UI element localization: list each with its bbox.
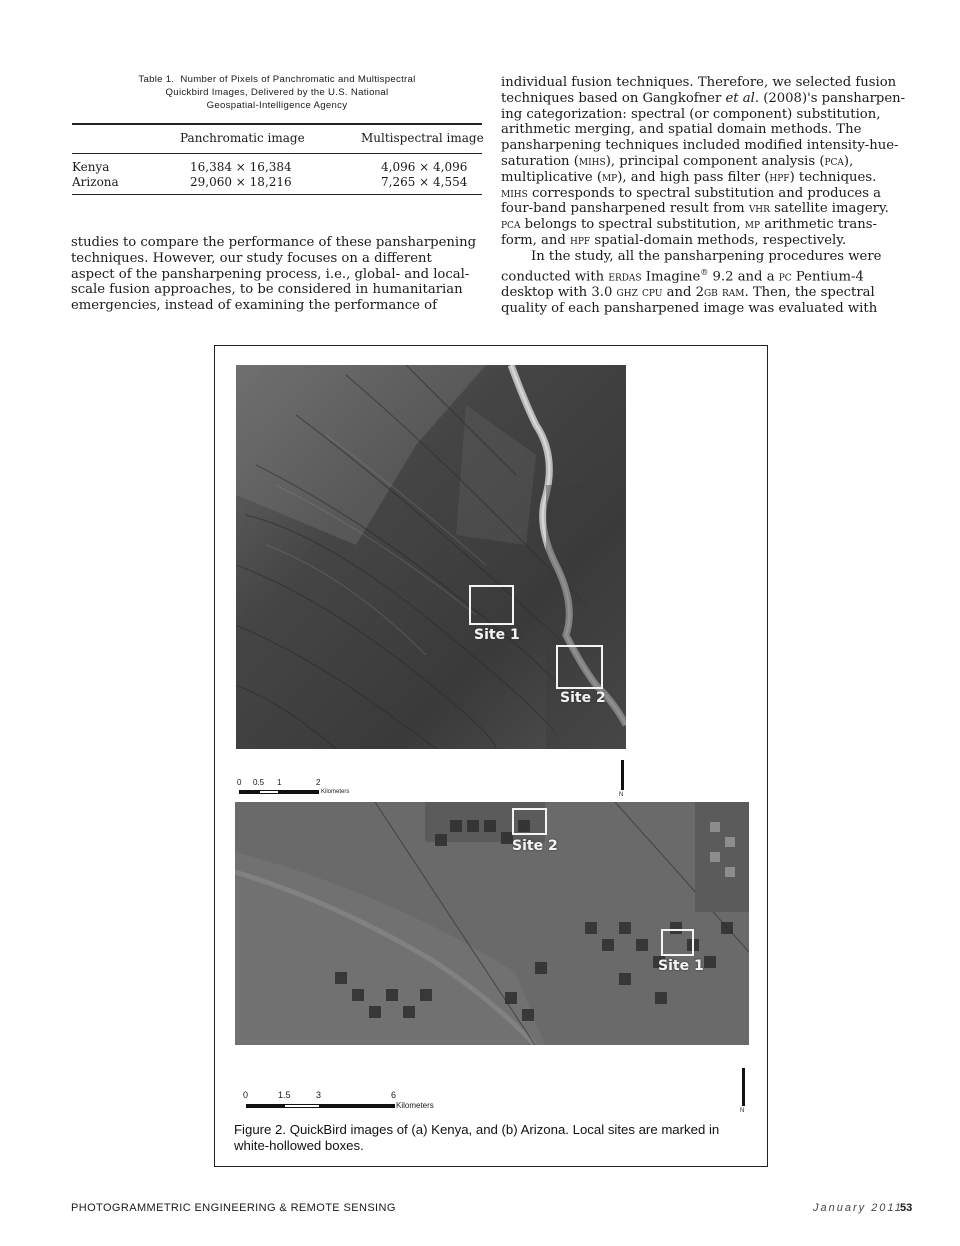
text-run: belongs to spectral substitution,: [520, 217, 745, 233]
text-run-italic: et al.: [725, 90, 760, 106]
table-cell-pan: 16,384 × 16,384: [190, 160, 292, 174]
text-run: spatial-domain methods, respectively.: [590, 232, 847, 248]
north-arrow-icon: [742, 1068, 745, 1106]
text-line: quality of each pansharpened image was evaluated with: [501, 300, 878, 316]
scale-tick: 0: [237, 778, 242, 787]
table-cell-pan: 29,060 × 18,216: [190, 175, 292, 189]
scale-tick: 2: [316, 778, 321, 787]
right-column-text: [501, 75, 911, 316]
text-run: techniques based on Gangkofner: [501, 90, 726, 106]
arizona-terrain-graphic: [235, 802, 749, 1045]
text-line: [501, 154, 911, 170]
page-number: 53: [900, 1202, 913, 1214]
text-run: arithmetic trans-: [760, 217, 878, 233]
text-line: [501, 201, 911, 217]
text-line: individual fusion techniques. Therefore, we selected fusion: [501, 75, 897, 90]
text-run: four-band pansharpened result from: [501, 201, 749, 217]
acronym: pca: [501, 217, 521, 233]
table-header-panchromatic: Panchromatic image: [180, 131, 305, 145]
figure-caption: Figure 2. QuickBird images of (a) Kenya, and (b) Arizona. Local sites are marked in white-hollowed boxes.: [234, 1122, 720, 1153]
text-line: [501, 233, 911, 249]
acronym: mp: [744, 217, 761, 233]
site-1-label: Site 1: [474, 627, 520, 643]
text-run: Pentium-4: [791, 268, 864, 284]
table-header-multispectral: Multispectral image: [361, 131, 484, 145]
text-run: ), and high pass filter (: [617, 169, 770, 185]
text-line: [501, 186, 911, 202]
registered-mark: ®: [700, 267, 709, 277]
table-caption-line-2: Quickbird Images, Delivered by the U.S. National: [165, 87, 389, 98]
site-2-label: Site 2: [560, 690, 606, 706]
table-cell-ms: 7,265 × 4,554: [381, 175, 468, 189]
text-line: [501, 170, 911, 186]
north-label: N: [619, 792, 624, 798]
text-run: . Then, the spectral: [744, 284, 875, 300]
table-number: Table 1.: [138, 74, 175, 85]
acronym: mp: [601, 169, 618, 185]
table-caption-line-1: Number of Pixels of Panchromatic and Multispectral: [180, 74, 416, 85]
north-label: N: [740, 1108, 745, 1114]
table-cell-region: Arizona: [72, 175, 119, 189]
site-2-box: [512, 808, 547, 835]
table-bottom-rule: [72, 194, 482, 195]
text-run: (2008)'s pansharpen-: [759, 90, 906, 106]
text-line: aspect of the pansharpening process, i.e., global- and local-: [71, 266, 470, 282]
text-line: emergencies, instead of examining the performance of: [71, 298, 437, 314]
text-line: [501, 265, 911, 285]
issue-date: January 2011: [813, 1202, 903, 1214]
scale-bar-a: [237, 778, 357, 800]
scale-units: Kilometers: [396, 1101, 434, 1110]
table-cell-ms: 4,096 × 4,096: [381, 160, 468, 174]
site-1-box: [661, 929, 694, 956]
table-cell-region: Kenya: [72, 160, 110, 174]
acronym: hpf: [570, 232, 591, 248]
acronym: pc: [778, 268, 792, 284]
text-line: pansharpening techniques included modified intensity-hue-: [501, 138, 899, 154]
text-line: [501, 91, 911, 107]
scale-tick: 3: [316, 1090, 322, 1100]
figure-2: [214, 345, 768, 1167]
acronym: mihs: [578, 153, 606, 169]
scale-tick: 0: [243, 1090, 249, 1100]
table-caption-line-3: Geospatial-Intelligence Agency: [206, 100, 348, 111]
text-run: satellite imagery.: [769, 201, 889, 217]
journal-name: PHOTOGRAMMETRIC ENGINEERING & REMOTE SENSING: [71, 1202, 396, 1214]
site-1-box: [469, 585, 514, 625]
text-run: saturation (: [501, 153, 579, 169]
text-line: arithmetic merging, and spatial domain methods. The: [501, 122, 862, 138]
left-column-text: [71, 235, 486, 314]
text-line: [501, 217, 911, 233]
acronym: ghz cpu: [616, 284, 663, 300]
text-line: [501, 285, 911, 301]
text-line: scale fusion approaches, to be considered in humanitarian: [71, 282, 463, 298]
acronym: gb ram: [703, 284, 745, 300]
text-line: In the study, all the pansharpening procedures were: [531, 248, 882, 264]
scale-tick: 6: [391, 1090, 397, 1100]
text-run: 9.2 and a: [708, 268, 779, 284]
arizona-satellite-image: [235, 802, 749, 1045]
scale-tick: 1: [277, 778, 282, 787]
site-1-label: Site 1: [658, 958, 704, 974]
text-run: form, and: [501, 232, 571, 248]
scale-bar-b: [243, 1090, 473, 1114]
text-run: multiplicative (: [501, 169, 602, 185]
site-2-label: Site 2: [512, 838, 558, 854]
text-run: conducted with: [501, 268, 609, 284]
acronym: pca: [824, 153, 844, 169]
text-run: ) techniques.: [789, 169, 877, 185]
text-run: and 2: [662, 284, 704, 300]
scale-tick: 1.5: [278, 1090, 291, 1100]
text-run: ), principal component analysis (: [605, 153, 825, 169]
text-line: studies to compare the performance of these pansharpening: [71, 235, 477, 250]
table-header-rule: [72, 153, 482, 154]
site-2-box: [556, 645, 603, 689]
text-run: desktop with 3.0: [501, 284, 617, 300]
text-run: Imagine: [641, 268, 701, 284]
scale-units: Kilometers: [321, 789, 350, 795]
table-top-rule: [72, 123, 482, 125]
scale-tick: 0.5: [253, 778, 265, 787]
north-arrow-icon: [621, 760, 624, 790]
table-caption: [72, 73, 482, 112]
acronym: vhr: [748, 201, 770, 217]
text-line: ing categorization: spectral (or component) substitution,: [501, 106, 881, 122]
text-run: corresponds to spectral substitution and produces a: [527, 185, 882, 201]
acronym: erdas: [608, 268, 642, 284]
text-run: ),: [843, 153, 854, 169]
text-line: techniques. However, our study focuses on a different: [71, 250, 432, 266]
kenya-satellite-image: [236, 365, 626, 749]
acronym: mihs: [501, 185, 528, 201]
acronym: hpf: [769, 169, 790, 185]
